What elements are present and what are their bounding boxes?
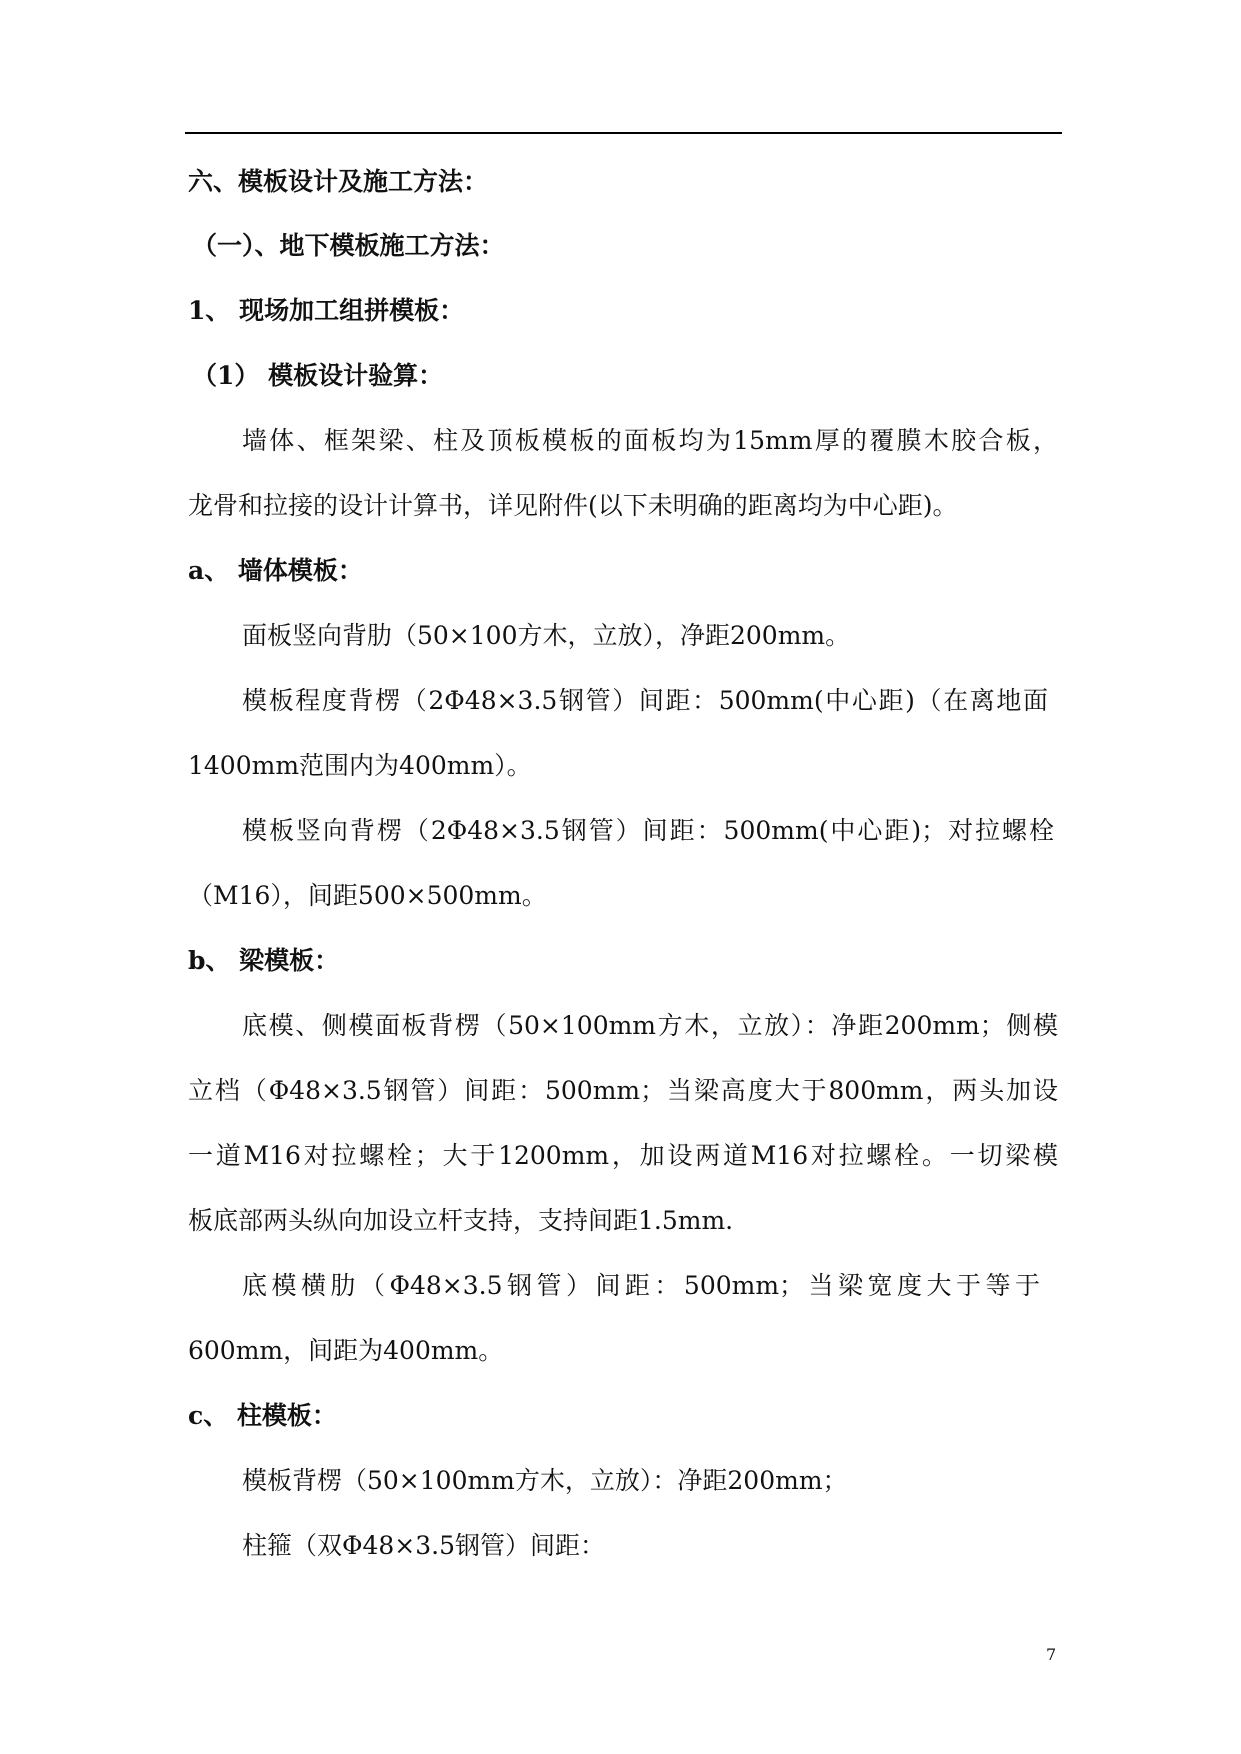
subitem-heading: （1） 模板设计验算：	[192, 361, 444, 390]
item-heading: 1、 现场加工组拼模板：	[188, 296, 465, 325]
paragraph-line: 一道M16对拉螺栓；大于1200mm，加设两道M16对拉螺栓。一切梁模	[188, 1141, 1058, 1170]
page-number: 7	[1046, 1645, 1057, 1664]
paragraph-line: 面板竖向背肋（50×100方木，立放），净距200mm。	[242, 621, 851, 650]
section-heading: 六、模板设计及施工方法：	[188, 167, 489, 196]
paragraph-line: 龙骨和拉接的设计计算书，详见附件(以下未明确的距离均为中心距)。	[188, 491, 958, 520]
column-formwork-heading: c、 柱模板：	[188, 1401, 337, 1430]
paragraph-line: 600mm，间距为400mm。	[188, 1336, 504, 1365]
paragraph-line: 立档（Φ48×3.5钢管）间距：500mm；当梁高度大于800mm，两头加设	[188, 1076, 1058, 1105]
paragraph-line: （M16），间距500×500mm。	[188, 881, 547, 910]
paragraph-line: 柱箍（双Φ48×3.5钢管）间距：	[242, 1531, 606, 1560]
paragraph-line: 底模横肋（Φ48×3.5钢管）间距：500mm；当梁宽度大于等于	[242, 1271, 1040, 1300]
paragraph-line: 模板程度背楞（2Φ48×3.5钢管）间距：500mm(中心距)（在离地面	[242, 686, 1048, 715]
paragraph-line: 板底部两头纵向加设立杆支持，支持间距1.5mm.	[188, 1206, 734, 1235]
paragraph-line: 模板竖向背楞（2Φ48×3.5钢管）间距：500mm(中心距)；对拉螺栓	[242, 816, 1054, 845]
subsection-heading: （一）、地下模板施工方法：	[192, 231, 505, 260]
paragraph-line: 底模、侧模面板背楞（50×100mm方木，立放）：净距200mm；侧模	[242, 1011, 1058, 1040]
paragraph-line: 墙体、框架梁、柱及顶板模板的面板均为15mm厚的覆膜木胶合板，	[242, 426, 1058, 455]
wall-formwork-heading: a、 墙体模板：	[188, 556, 363, 585]
paragraph-line: 1400mm范围内为400mm）。	[188, 751, 532, 780]
header-rule	[185, 132, 1062, 134]
paragraph-line: 模板背楞（50×100mm方木，立放）：净距200mm；	[242, 1466, 848, 1495]
beam-formwork-heading: b、 梁模板：	[188, 946, 340, 975]
